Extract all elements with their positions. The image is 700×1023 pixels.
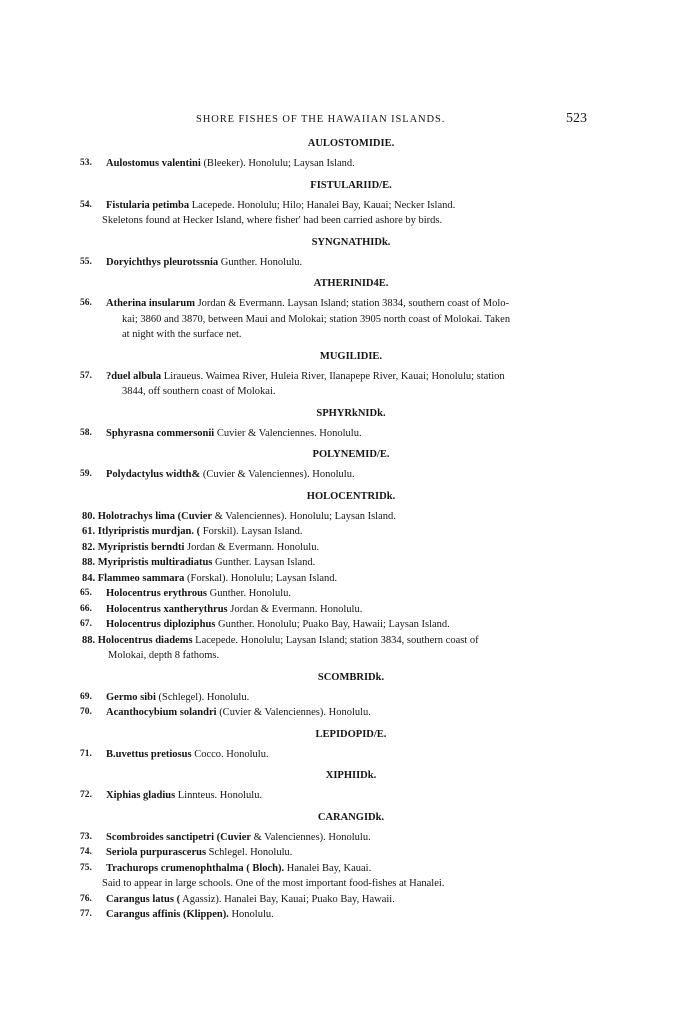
page-number: 523 [566,111,587,126]
entry-number: 65. [80,588,92,598]
species-entry [80,690,600,706]
entry-number: 54. [80,199,92,210]
species-locality: Lacepede. Honolulu; Laysan Island; station 3834, southern coast of [195,634,479,646]
species-entry [80,555,600,571]
species-locality: Liraueus. Waimea River, Huleia River, Ilanapepe River, Kauai; Honolulu; station [163,370,505,382]
family-heading: SCOMBRIDk. [317,671,385,683]
family-heading: SPHYRkNIDk. [316,407,386,419]
species-entry [80,633,600,664]
entry-number: 61. [82,526,96,537]
species-name: Seriola purpurascerus [106,847,207,858]
species-locality: Honolulu. [231,909,274,920]
family-heading: HOLOCENTRIDk. [306,490,396,502]
species-entry [80,524,600,540]
species-locality: Cuvier & Valenciennes. Honolulu. [216,427,362,439]
species-name: Aulostomus valentini [106,158,201,169]
species-locality: Schlegel. Honolulu. [208,847,293,858]
entry-number: 69. [80,691,92,702]
species-locality: (Bleeker). Honolulu; Laysan Island. [203,158,355,169]
species-entry [80,255,600,271]
species-name: Holocentrus erythrous [106,588,208,599]
species-name: Acanthocybium solandri [106,707,217,718]
species-list [80,137,600,923]
species-entry [80,540,600,556]
species-locality: Gunther. Honolulu; Puako Bay, Hawaii; Laysan Island. [218,619,450,630]
species-entry [80,369,600,400]
entry-number: 74. [80,847,92,857]
species-name: B.uvettus pretiosus [106,748,192,760]
species-entry [80,602,600,618]
species-entry [80,467,600,483]
species-name: Itlyripristis murdjan. ( [97,526,201,537]
family-heading: MUGILIDIE. [319,350,383,362]
species-entry [80,861,600,877]
species-entry [80,788,600,804]
species-locality: Linnteus. Honolulu. [177,790,263,801]
species-entry [80,907,600,923]
species-name: Carangus affinis (Klippen). [106,909,229,920]
species-name: Atherina insularum [106,298,195,309]
family-heading: POLYNEMID/E. [312,449,390,460]
family-heading: LEPIDOPID/E. [315,728,387,740]
species-locality: Gunther. Honolulu. [209,588,292,599]
family-note: Said to appear in large schools. One of the most important food-fishes at Hanalei. [102,878,445,889]
family-heading: CARANGIDk. [317,811,385,823]
species-name: Holocentrus xantherythrus [106,603,228,615]
family-note: Skeletons found at Hecker Island, where fisher' had been carried ashore by birds. [102,215,443,226]
species-locality: Jordan & Evermann. Honolulu. [187,541,320,553]
running-header [0,111,700,131]
species-name: Myripristis multiradiatus [97,557,213,568]
species-entry [80,571,600,587]
species-name: Holocentrus diadems [97,634,193,646]
species-entry [80,198,600,214]
entry-number: 82. [82,541,96,553]
species-name: ?duel albula [106,370,162,382]
species-locality: Lacepede. Honolulu; Hilo; Hanalei Bay, Kauai; Necker Island. [191,199,456,211]
species-entry [80,156,600,172]
entry-number: 88. [82,557,96,568]
family-heading: ATHERINID4E. [313,278,389,289]
family-heading: SYNGNATHIDk. [311,236,391,248]
species-entry [80,509,600,525]
species-name: Flammeo sammara [97,572,185,584]
species-name: Trachurops crumenophthalma ( Bloch). [106,862,285,874]
entry-number: 71. [80,748,92,759]
species-locality: Cocco. Honolulu. [194,748,269,760]
species-locality: Gunther. Laysan Island. [215,557,316,568]
family-heading: XIPHIIDk. [325,770,377,781]
species-name: Holotrachys lima (Cuvier [97,510,213,522]
entry-number: 56. [80,298,92,308]
species-locality: (Forskal). Honolulu; Laysan Island. [186,572,338,584]
entry-continuation: Molokai, depth 8 fathoms. [108,650,220,661]
species-locality: Gunther. Honolulu. [220,256,303,268]
family-heading: AULOSTOMIDIE. [307,138,395,149]
entry-number: 67. [80,619,92,629]
species-entry [80,830,600,846]
family-heading: FISTULARIID/E. [310,179,392,191]
entry-continuation: at night with the surface net. [122,329,242,340]
species-name: Sphyrasna commersonii [106,427,215,439]
species-name: Xiphias gladius [106,790,176,801]
species-entry [80,586,600,602]
species-name: Fistularia petimba [106,199,190,211]
species-name: Doryichthys pleurotssnia [106,256,219,268]
species-entry [80,426,600,442]
entry-number: 72. [80,790,92,800]
species-name: Carangus latus ( [106,893,181,905]
entry-number: 59. [80,469,92,479]
entry-number: 53. [80,158,92,168]
species-locality: Jordan & Evermann. Honolulu. [230,603,363,615]
species-name: Holocentrus diploziphus [106,619,216,630]
species-name: Polydactylus width& [106,469,201,480]
species-entry [80,845,600,861]
entry-number: 73. [80,831,92,842]
species-locality: (Cuvier & Valenciennes). Honolulu. [202,469,355,480]
entry-number: 77. [80,909,92,919]
species-entry [80,892,600,908]
entry-number: 80. [82,510,96,522]
entry-continuation: kai; 3860 and 3870, between Maui and Molokai; station 3905 north coast of Molokai. Taken [122,313,511,325]
species-entry [80,705,600,721]
species-locality: Agassiz). Hanalei Bay, Kauai; Puako Bay, Hawaii. [182,893,395,905]
running-title: SHORE FISHES OF THE HAWAIIAN ISLANDS. [196,114,446,125]
entry-number: 88. [82,634,96,646]
species-name: Germo sibi [106,691,156,703]
species-locality: Forskil). Laysan Island. [202,526,303,537]
species-locality: Hanalei Bay, Kauai. [286,862,372,874]
species-entry [80,617,600,633]
entry-number: 76. [80,893,92,904]
entry-number: 55. [80,256,92,267]
entry-number: 58. [80,427,92,438]
species-locality: Jordan & Evermann. Laysan Island; station 3834, southern coast of Molo- [197,298,510,309]
species-locality: (Cuvier & Valenciennes). Honolulu. [219,707,371,718]
species-name: Scombroides sanctipetri (Cuvier [106,831,252,843]
species-entry [80,747,600,763]
entry-number: 75. [80,862,92,873]
species-entry [80,296,600,343]
entry-number: 57. [80,370,92,381]
species-locality: & Valenciennes). Honolulu; Laysan Island. [214,510,396,522]
entry-continuation: 3844, off southern coast of Molokai. [122,386,276,397]
species-name: Myripristis berndti [97,541,185,553]
entry-number: 66. [80,603,92,614]
species-locality: & Valenciennes). Honolulu. [253,831,371,843]
entry-number: 84. [82,572,96,584]
entry-number: 70. [80,707,92,717]
species-locality: (Schlegel). Honolulu. [158,691,250,703]
